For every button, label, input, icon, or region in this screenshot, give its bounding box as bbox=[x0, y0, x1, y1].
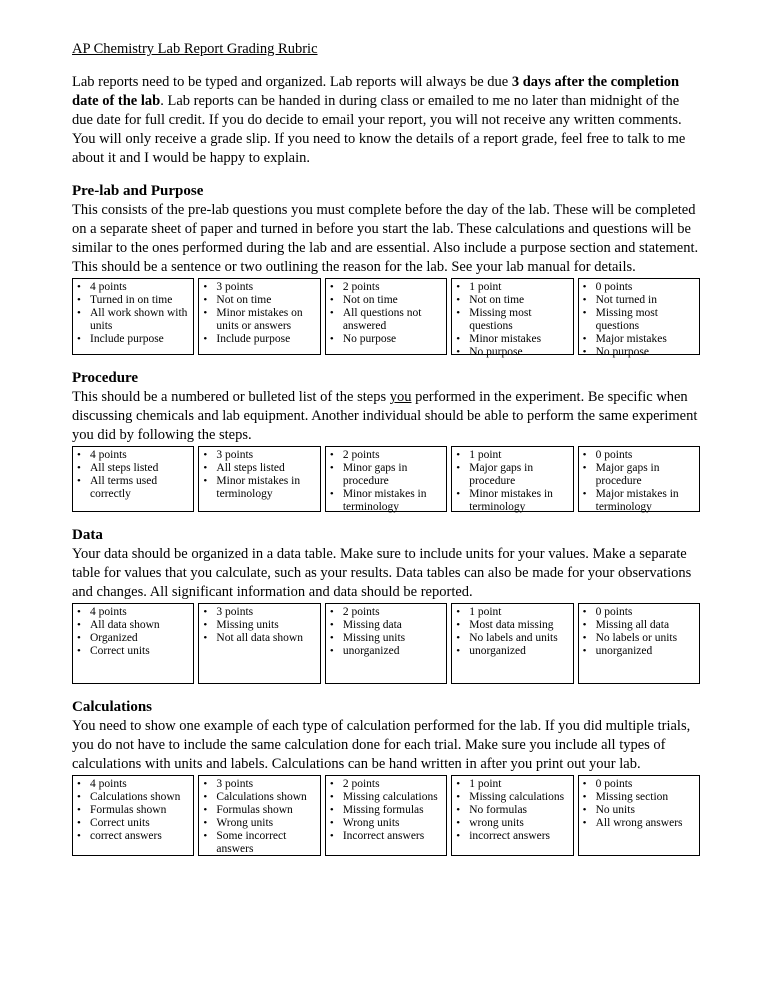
rubric-criterion: • All work shown with units bbox=[76, 307, 190, 333]
rubric-criterion: • Correct units bbox=[76, 817, 190, 830]
rubric-criterion: • No labels or units bbox=[582, 632, 696, 645]
rubric-column bbox=[578, 278, 700, 358]
rubric-list bbox=[455, 449, 569, 514]
rubric-criterion: • Missing data bbox=[329, 619, 443, 632]
intro-paragraph bbox=[72, 73, 700, 168]
rubric-list bbox=[202, 778, 316, 856]
rubric-criterion: • Include purpose bbox=[202, 333, 316, 346]
rubric-points: • 4 points bbox=[76, 281, 190, 294]
rubric-criterion: • Missing most questions bbox=[582, 307, 696, 333]
rubric-points: • 0 points bbox=[582, 778, 696, 791]
rubric-criterion: • No units bbox=[582, 804, 696, 817]
rubric-points: • 0 points bbox=[582, 606, 696, 619]
rubric-criterion: • Missing calculations bbox=[329, 791, 443, 804]
section-heading: Procedure bbox=[72, 370, 139, 386]
rubric-criterion: • All data shown bbox=[76, 619, 190, 632]
rubric-points: • 3 points bbox=[202, 606, 316, 619]
rubric-list bbox=[582, 778, 696, 830]
section-heading: Data bbox=[72, 527, 103, 543]
section-heading: Calculations bbox=[72, 699, 153, 715]
rubric-criterion: • No labels and units bbox=[455, 632, 569, 645]
rubric-list bbox=[76, 606, 190, 658]
rubric-criterion: • Incorrect answers bbox=[329, 830, 443, 843]
rubric-points: • 3 points bbox=[202, 281, 316, 294]
rubric-grid bbox=[72, 446, 700, 512]
rubric-criterion: • Wrong units bbox=[202, 817, 316, 830]
rubric-list bbox=[329, 449, 443, 514]
rubric-criterion: • Minor mistakes in terminology bbox=[329, 488, 443, 514]
section-description: This consists of the pre-lab questions you must complete before the day of the lab. These will be completed on a separate sheet of paper and turned in before you start the lab. These calculations and questions will be similar to the ones performed during the lab and are essential. Also include a purpose section and statement. This should be a sentence or two outlining the reason for the lab. See your lab manual for details. bbox=[72, 202, 699, 275]
rubric-criterion: • correct answers bbox=[76, 830, 190, 843]
rubric-list bbox=[582, 449, 696, 514]
rubric-criterion: • Wrong units bbox=[329, 817, 443, 830]
rubric-list bbox=[329, 606, 443, 658]
rubric-criterion: • Some incorrect answers bbox=[202, 830, 316, 856]
rubric-column bbox=[325, 775, 447, 856]
rubric-criterion: • No purpose bbox=[329, 333, 443, 346]
rubric-criterion: • Major gaps in procedure bbox=[455, 462, 569, 488]
rubric-criterion: • Minor mistakes in terminology bbox=[455, 488, 569, 514]
section-description: Your data should be organized in a data table. Make sure to include units for your values. Make a separate table for values that you calculate, such as your results. Data tables can also be made for your observations and changes. All significant information and data should be reported. bbox=[72, 546, 692, 600]
rubric-list bbox=[455, 606, 569, 658]
rubric-column bbox=[198, 775, 320, 856]
rubric-criterion: • All steps listed bbox=[76, 462, 190, 475]
rubric-criterion: • Not on time bbox=[202, 294, 316, 307]
intro-due-date: 3 days after the completion date of the lab bbox=[72, 74, 680, 109]
rubric-criterion: • Missing units bbox=[202, 619, 316, 632]
rubric-criterion: • No purpose bbox=[455, 346, 569, 359]
rubric-points: • 0 points bbox=[582, 449, 696, 462]
rubric-list bbox=[455, 281, 569, 359]
rubric-list bbox=[582, 281, 696, 359]
rubric-criterion: • Formulas shown bbox=[76, 804, 190, 817]
rubric-points: • 1 point bbox=[455, 281, 569, 294]
rubric-column bbox=[198, 278, 320, 355]
rubric-criterion: • Not all data shown bbox=[202, 632, 316, 645]
rubric-criterion: • Missing all data bbox=[582, 619, 696, 632]
rubric-list bbox=[202, 449, 316, 501]
rubric-list bbox=[582, 606, 696, 658]
rubric-criterion: • Calculations shown bbox=[76, 791, 190, 804]
section-data bbox=[72, 526, 700, 684]
rubric-criterion: • Missing formulas bbox=[329, 804, 443, 817]
section-procedure bbox=[72, 369, 700, 512]
description-text: This should be a numbered or bulleted list of the steps bbox=[72, 389, 390, 405]
rubric-grid bbox=[72, 775, 700, 856]
rubric-criterion: • Minor gaps in procedure bbox=[329, 462, 443, 488]
rubric-column bbox=[72, 603, 194, 684]
rubric-points: • 2 points bbox=[329, 449, 443, 462]
rubric-column bbox=[72, 775, 194, 856]
rubric-grid bbox=[72, 603, 700, 684]
rubric-criterion: • unorganized bbox=[329, 645, 443, 658]
rubric-criterion: • Calculations shown bbox=[202, 791, 316, 804]
rubric-points: • 2 points bbox=[329, 778, 443, 791]
rubric-column bbox=[578, 446, 700, 512]
rubric-column bbox=[72, 446, 194, 512]
intro-text-1: Lab reports need to be typed and organized. Lab reports will always be due bbox=[72, 74, 512, 90]
rubric-criterion: • All steps listed bbox=[202, 462, 316, 475]
rubric-criterion: • Missing calculations bbox=[455, 791, 569, 804]
rubric-list bbox=[329, 778, 443, 843]
rubric-criterion: • unorganized bbox=[582, 645, 696, 658]
rubric-points: • 3 points bbox=[202, 778, 316, 791]
rubric-criterion: • All wrong answers bbox=[582, 817, 696, 830]
rubric-column bbox=[451, 446, 573, 512]
rubric-list bbox=[76, 449, 190, 501]
rubric-list bbox=[76, 778, 190, 843]
rubric-criterion: • Not on time bbox=[329, 294, 443, 307]
section-heading: Pre-lab and Purpose bbox=[72, 183, 204, 199]
description-text: performed in the experiment. Be specific when discussing chemicals and lab equipment. Another individual should be able to perform the same experiment you did by following the steps. bbox=[72, 389, 698, 443]
rubric-points: • 4 points bbox=[76, 778, 190, 791]
rubric-points: • 4 points bbox=[76, 449, 190, 462]
rubric-column bbox=[451, 775, 573, 856]
section-description: You need to show one example of each type of calculation performed for the lab. If you did multiple trials, you do not have to include the same calculation done for each trial. Make sure you include all types of calculations with units and labels. Calculations can be hand written in after you print out your lab. bbox=[72, 718, 691, 772]
rubric-criterion: • Turned in on time bbox=[76, 294, 190, 307]
section-description bbox=[72, 388, 700, 445]
rubric-list bbox=[202, 606, 316, 645]
rubric-criterion: • incorrect answers bbox=[455, 830, 569, 843]
rubric-list bbox=[455, 778, 569, 843]
section-calculations bbox=[72, 698, 700, 856]
rubric-criterion: • All questions not answered bbox=[329, 307, 443, 333]
rubric-criterion: • Minor mistakes in terminology bbox=[202, 475, 316, 501]
rubric-criterion: • No formulas bbox=[455, 804, 569, 817]
rubric-points: • 1 point bbox=[455, 449, 569, 462]
document-title: AP Chemistry Lab Report Grading Rubric bbox=[72, 41, 318, 57]
rubric-criterion: • Missing units bbox=[329, 632, 443, 645]
rubric-criterion: • Minor mistakes bbox=[455, 333, 569, 346]
rubric-criterion: • No purpose bbox=[582, 346, 696, 359]
rubric-criterion: • Not turned in bbox=[582, 294, 696, 307]
rubric-criterion: • All terms used correctly bbox=[76, 475, 190, 501]
rubric-criterion: • Organized bbox=[76, 632, 190, 645]
rubric-column bbox=[451, 603, 573, 684]
rubric-points: • 3 points bbox=[202, 449, 316, 462]
rubric-points: • 1 point bbox=[455, 778, 569, 791]
rubric-column bbox=[578, 603, 700, 684]
rubric-column bbox=[72, 278, 194, 355]
rubric-points: • 4 points bbox=[76, 606, 190, 619]
rubric-column bbox=[198, 446, 320, 512]
rubric-criterion: • Most data missing bbox=[455, 619, 569, 632]
section-prelab bbox=[72, 182, 700, 358]
rubric-points: • 2 points bbox=[329, 281, 443, 294]
rubric-column bbox=[325, 446, 447, 512]
rubric-criterion: • Not on time bbox=[455, 294, 569, 307]
rubric-criterion: • wrong units bbox=[455, 817, 569, 830]
intro-text-2: . Lab reports can be handed in during class or emailed to me no later than midnight of the due date for full credit. If you do decide to email your report, you will not receive any written comments. You will only receive a grade slip. If you need to know the details of a report grade, feel free to talk to me about it and I would be happy to explain. bbox=[72, 93, 686, 166]
rubric-criterion: • unorganized bbox=[455, 645, 569, 658]
rubric-points: • 1 point bbox=[455, 606, 569, 619]
rubric-column bbox=[578, 775, 700, 856]
rubric-column bbox=[451, 278, 573, 358]
rubric-column bbox=[325, 603, 447, 684]
rubric-criterion: • Correct units bbox=[76, 645, 190, 658]
rubric-column bbox=[325, 278, 447, 355]
rubric-criterion: • Formulas shown bbox=[202, 804, 316, 817]
rubric-points: • 0 points bbox=[582, 281, 696, 294]
rubric-list bbox=[329, 281, 443, 346]
rubric-list bbox=[202, 281, 316, 346]
rubric-criterion: • Missing most questions bbox=[455, 307, 569, 333]
rubric-criterion: • Major mistakes bbox=[582, 333, 696, 346]
rubric-points: • 2 points bbox=[329, 606, 443, 619]
rubric-criterion: • Include purpose bbox=[76, 333, 190, 346]
rubric-criterion: • Major gaps in procedure bbox=[582, 462, 696, 488]
rubric-list bbox=[76, 281, 190, 346]
description-underlined: you bbox=[389, 389, 412, 405]
rubric-criterion: • Minor mistakes on units or answers bbox=[202, 307, 316, 333]
rubric-column bbox=[198, 603, 320, 684]
rubric-criterion: • Missing section bbox=[582, 791, 696, 804]
document-page bbox=[72, 40, 700, 856]
rubric-grid bbox=[72, 278, 700, 358]
rubric-criterion: • Major mistakes in terminology bbox=[582, 488, 696, 514]
